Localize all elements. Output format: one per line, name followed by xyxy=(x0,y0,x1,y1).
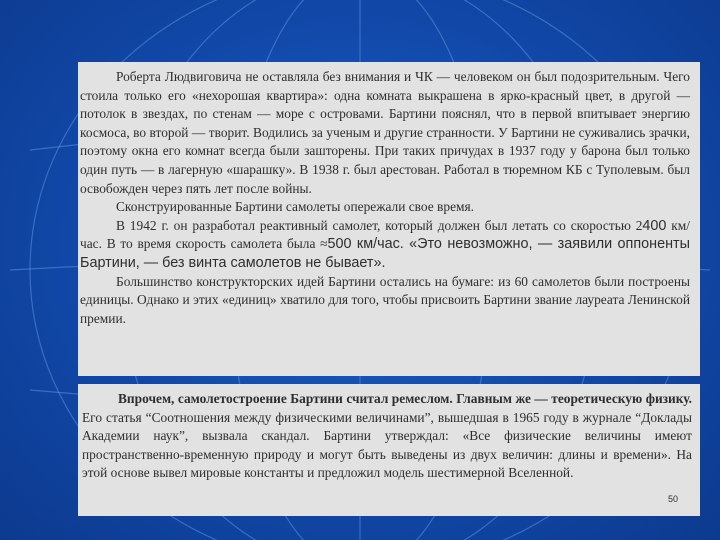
paragraph-unbuilt-ideas: Большинство конструкторских идей Бартини остались на бумаге: из 60 самолетов были построены единицы. Однако и этих «единиц» хватило для того, чтобы присвоить Бартини звание лауреата Ленинской премии. xyxy=(80,273,690,326)
physics-text-block xyxy=(82,390,692,483)
page-number: 50 xyxy=(667,494,678,504)
jet-text-d: 500 км/час. «Это невозможно, — заявили оппоненты Бартини, — без винта самолетов не бывает». xyxy=(80,236,690,271)
paragraph-physics xyxy=(82,390,692,483)
jet-text-c: км/час. В то время скорость самолета была ≈ xyxy=(80,217,690,252)
physics-lead-bold: Впрочем, самолетостроение Бартини считал ремеслом. Главным же — теоретическую физику. xyxy=(118,391,692,406)
paragraph-arrest: Роберта Людвиговича не оставляла без внимания и ЧК — человеком он был подозрительным. Чего стоила только его «нехорошая квартира»: одна комната выкрашена в ярко-красный цвет, в другой — потолок в звездах, по стенам — море с островами. Бартини пояснял, что в первой впитывает энергию космоса, во второй — творит. Водились за ученым и другие странности. У Бартини не суживались зрачки, поэтому окна его комнат всегда были зашторены. При таких причудах в 1937 году у барона был только один путь — в лагерную «шарашку». В 1938 г. был арестован. Работал в тюремном КБ с Туполевым. был освобожден через пять лет после войны. xyxy=(80,69,690,196)
main-text-block xyxy=(80,68,690,328)
paragraph-planes-ahead: Сконструированные Бартини самолеты опережали свое время. xyxy=(116,199,474,215)
jet-text-a: В 1942 г. он разработал реактивный самолет, который должен был летать со скоростью 2 xyxy=(116,217,643,233)
physics-rest: Его статья “Соотношения между физическими величинами”, вышедшая в 1965 году в журнале “Доклады Академии наук”, вызвала скандал. Бартини утверждал: «Все физические величины имеют пространственно-временную природу и могут быть выведены из двух величин: длины и времени». На этой основе вывел мировые константы и предложил модель шестимерной Вселенной. xyxy=(82,409,692,481)
jet-speed-value: 400 xyxy=(642,217,667,234)
paragraph-jet-1942 xyxy=(80,217,690,273)
